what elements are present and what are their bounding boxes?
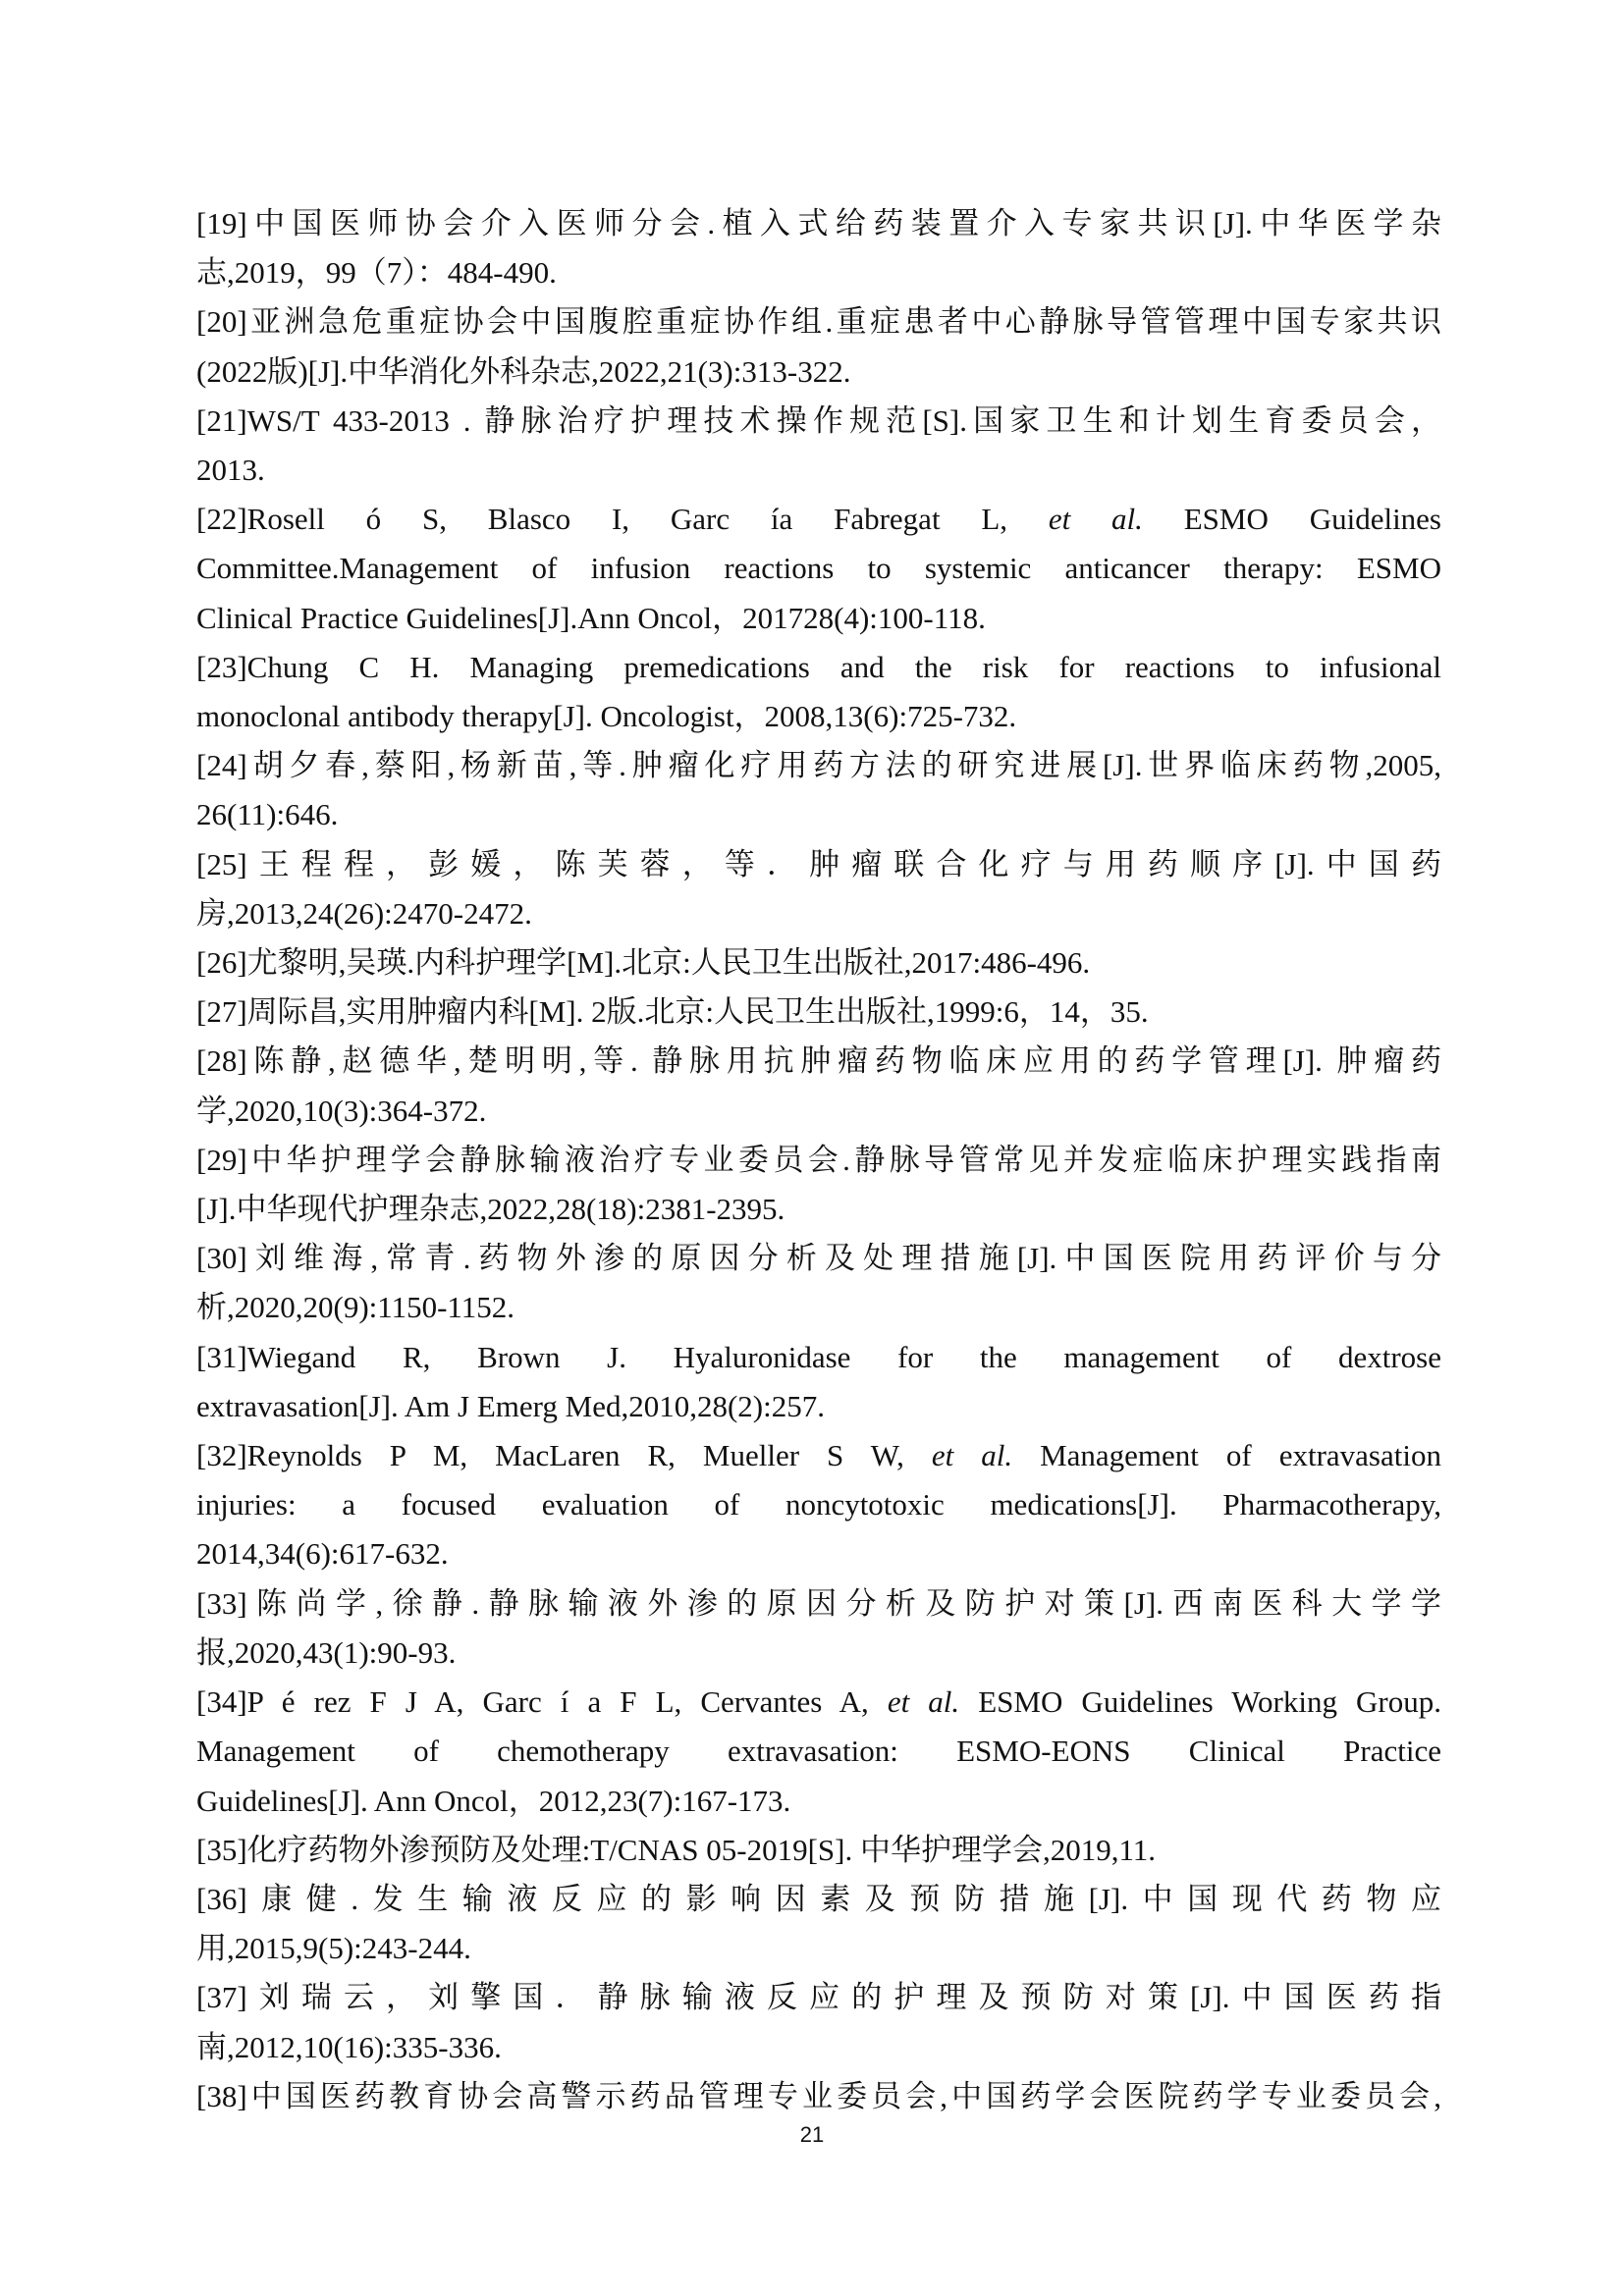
reference-item xyxy=(196,397,1441,495)
reference-line: [38]中国医药教育协会高警示药品管理专业委员会,中国药学会医院药学专业委员会, xyxy=(196,2078,1441,2113)
reference-line: 析,2020,20(9):1150-1152. xyxy=(196,1290,515,1325)
et-al-italic: et al. xyxy=(931,1438,1013,1473)
reference-item xyxy=(196,2072,1441,2121)
reference-line: [37]刘瑞云，刘擎国．静脉输液反应的护理及预防对策[J].中国医药指 xyxy=(196,1980,1441,2015)
reference-line: injuries: a focused evaluation of noncytotoxic medications[J]. Pharmacotherapy, xyxy=(196,1487,1441,1522)
reference-line: [31]Wiegand R, Brown J. Hyaluronidase for the management of dextrose xyxy=(196,1339,1441,1374)
reference-line: Clinical Practice Guidelines[J].Ann Oncol，201728(4):100-118. xyxy=(196,600,986,635)
reference-item xyxy=(196,643,1441,741)
reference-line: [29]中华护理学会静脉输液治疗专业委员会.静脉导管常见并发症临床护理实践指南 xyxy=(196,1142,1441,1177)
reference-item xyxy=(196,1826,1441,1875)
reference-line: [26]尤黎明,吴瑛.内科护理学[M].北京:人民卫生出版社,2017:486-496. xyxy=(196,945,1091,981)
reference-item xyxy=(196,199,1441,297)
reference-line: [33]陈尚学,徐静.静脉输液外渗的原因分析及防护对策[J].西南医科大学学 xyxy=(196,1585,1441,1621)
reference-item xyxy=(196,1333,1441,1431)
reference-line: [20]亚洲急危重症协会中国腹腔重症协作组.重症患者中心静脉导管管理中国专家共识 xyxy=(196,304,1441,340)
reference-line: [27]周际昌,实用肿瘤内科[M]. 2版.北京:人民卫生出版社,1999:6，14，35. xyxy=(196,994,1149,1030)
reference-line: [24]胡夕春,蔡阳,杨新苗,等.肿瘤化疗用药方法的研究进展[J].世界临床药物,2005, xyxy=(196,748,1441,783)
reference-line: Guidelines[J]. Ann Oncol，2012,23(7):167-173. xyxy=(196,1783,791,1818)
reference-line: 2013. xyxy=(196,453,265,488)
reference-item xyxy=(196,1234,1441,1332)
reference-item xyxy=(196,495,1441,643)
reference-item xyxy=(196,1136,1441,1234)
et-al-italic: et al. xyxy=(1048,502,1143,537)
reference-item xyxy=(196,938,1441,988)
reference-line: [30]刘维海,常青.药物外渗的原因分析及处理措施[J].中国医院用药评价与分 xyxy=(196,1241,1441,1276)
reference-line: 学,2020,10(3):364-372. xyxy=(196,1093,487,1128)
reference-line: 房,2013,24(26):2470-2472. xyxy=(196,895,532,931)
reference-item xyxy=(196,1973,1441,2071)
reference-line: [19]中国医师协会介入医师分会.植入式给药装置介入专家共识[J].中华医学杂 xyxy=(196,206,1441,240)
reference-line: Committee.Management of infusion reactions to systemic anticancer therapy: ESMO xyxy=(196,551,1441,586)
reference-item xyxy=(196,1678,1441,1826)
reference-line: [32]Reynolds P M, MacLaren R, Mueller S W, et al. Management of extravasation xyxy=(196,1438,1441,1473)
reference-line: [J].中华现代护理杂志,2022,28(18):2381-2395. xyxy=(196,1192,785,1227)
reference-line: extravasation[J]. Am J Emerg Med,2010,28(2):257. xyxy=(196,1388,825,1423)
reference-item xyxy=(196,1037,1441,1135)
reference-list xyxy=(196,199,1441,2121)
reference-item xyxy=(196,741,1441,839)
reference-line: [23]Chung C H. Managing premedications and the risk for reactions to infusional xyxy=(196,649,1441,684)
reference-line: 报,2020,43(1):90-93. xyxy=(196,1634,457,1670)
reference-line: [36]康健.发生输液反应的影响因素及预防措施[J].中国现代药物应 xyxy=(196,1881,1441,1916)
reference-line: 2014,34(6):617-632. xyxy=(196,1536,449,1572)
reference-line: [35]化疗药物外渗预防及处理:T/CNAS 05-2019[S]. 中华护理学会,2019,11. xyxy=(196,1832,1157,1867)
reference-item xyxy=(196,988,1441,1037)
reference-line: Management of chemotherapy extravasation: ESMO-EONS Clinical Practice xyxy=(196,1734,1441,1769)
reference-line: [28]陈静,赵德华,楚明明,等. 静脉用抗肿瘤药物临床应用的药学管理[J]. 肿瘤药 xyxy=(196,1043,1441,1079)
reference-line: (2022版)[J].中华消化外科杂志,2022,21(3):313-322. xyxy=(196,353,851,389)
reference-item xyxy=(196,1431,1441,1579)
reference-item xyxy=(196,297,1441,396)
reference-line: [25]王程程，彭媛，陈芙蓉，等．肿瘤联合化疗与用药顺序[J].中国药 xyxy=(196,846,1441,881)
reference-line: [21]WS/T 433-2013 . 静脉治疗护理技术操作规范[S].国家卫生和计划生育委员会， xyxy=(196,402,1441,438)
reference-item xyxy=(196,1875,1441,1973)
reference-line: [34]P é rez F J A, Garc í a F L, Cervantes A, et al. ESMO Guidelines Working Group. xyxy=(196,1684,1441,1720)
reference-line: 用,2015,9(5):243-244. xyxy=(196,1931,471,1966)
et-al-italic: et al. xyxy=(887,1684,960,1720)
reference-item xyxy=(196,840,1441,938)
reference-line: monoclonal antibody therapy[J]. Oncologist，2008,13(6):725-732. xyxy=(196,699,1017,734)
reference-line: 26(11):646. xyxy=(196,797,339,832)
reference-line: 志,2019，99（7）：484-490. xyxy=(196,255,557,291)
reference-item xyxy=(196,1579,1441,1678)
reference-line: 南,2012,10(16):335-336. xyxy=(196,2029,502,2064)
page-number: 21 xyxy=(799,2122,825,2147)
reference-line: [22]Rosell ó S, Blasco I, Garc ía Fabregat L, et al. ESMO Guidelines xyxy=(196,502,1441,537)
